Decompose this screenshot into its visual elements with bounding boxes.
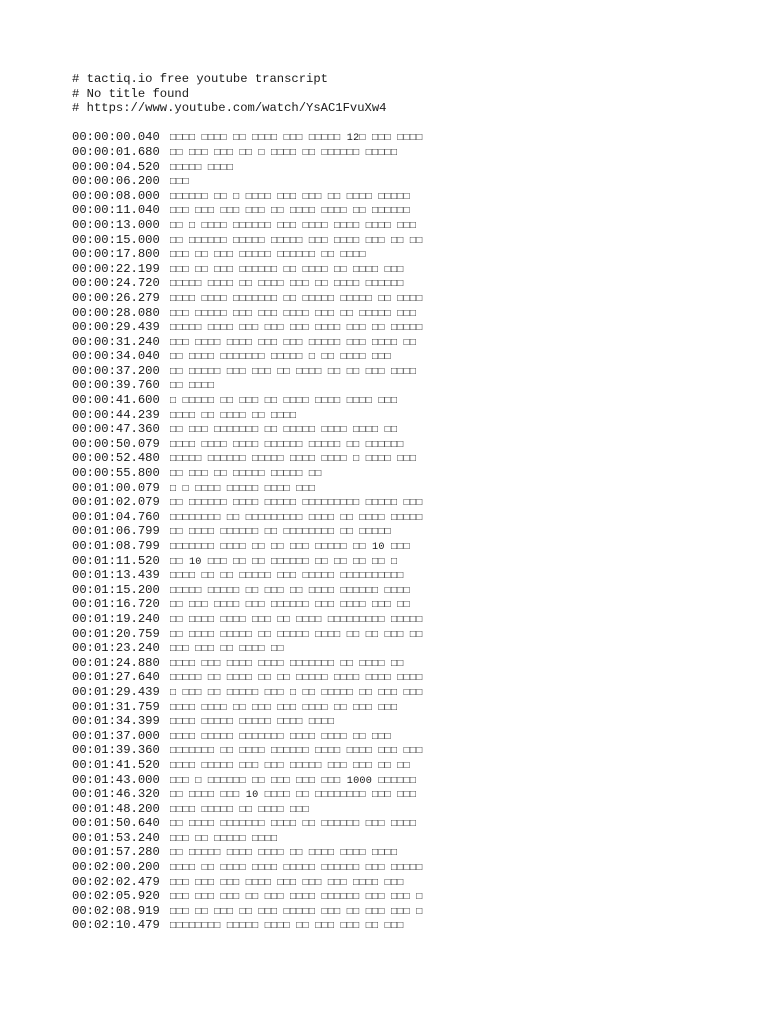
- caption-text: □□□□□□□ □□ □□□□ □□□□□□ □□□□ □□□□ □□□ □□□: [170, 746, 423, 758]
- timestamp: 00:01:50.640: [72, 816, 160, 831]
- caption-text: □□□ □□ □□□ □□ □□□ □□□□□ □□□ □□ □□□ □□□ □: [170, 906, 423, 918]
- transcript-line: [72, 291, 732, 306]
- timestamp: 00:01:16.720: [72, 597, 160, 612]
- caption-text: □□ □□□□□ □□□□ □□□□ □□ □□□□ □□□□ □□□□: [170, 848, 398, 860]
- transcript-line: [72, 466, 732, 481]
- transcript-line: [72, 627, 732, 642]
- transcript-line: [72, 787, 732, 802]
- caption-text: □□□□ □□ □□□□ □□□□ □□□□□ □□□□□□ □□□ □□□□□: [170, 863, 423, 875]
- timestamp: 00:00:44.239: [72, 407, 160, 422]
- timestamp: 00:00:24.720: [72, 276, 160, 291]
- caption-text: □□□□□□□□ □□□□□ □□□□ □□ □□□ □□□ □□ □□□: [170, 921, 404, 933]
- transcript-page: [72, 72, 732, 933]
- caption-text: □□□□□□ □□ □ □□□□ □□□ □□□ □□ □□□□ □□□□□: [170, 191, 410, 203]
- transcript-line: [72, 145, 732, 160]
- transcript-line: [72, 641, 732, 656]
- transcript-line: [72, 510, 732, 525]
- transcript-line: [72, 612, 732, 627]
- transcript-line: [72, 670, 732, 685]
- transcript-line: [72, 524, 732, 539]
- caption-text: □□□ □□□ □□□ □□ □□□ □□□□ □□□□□□ □□□ □□□ □: [170, 892, 423, 904]
- transcript-line: [72, 875, 732, 890]
- caption-text: □□□ □□□□□ □□□ □□□ □□□□ □□□ □□ □□□□□ □□□: [170, 308, 417, 320]
- timestamp: 00:01:41.520: [72, 757, 160, 772]
- transcript-line: [72, 481, 732, 496]
- header-url-line: # https://www.youtube.com/watch/YsAC1FvuXw4: [72, 101, 387, 116]
- caption-text: □□□□ □□□□ □□□□□□□ □□ □□□□□ □□□□□ □□ □□□□: [170, 293, 423, 305]
- timestamp: 00:00:13.000: [72, 217, 160, 232]
- timestamp: 00:00:50.079: [72, 436, 160, 451]
- caption-text: □□ □□□□ □□□ 10 □□□□ □□ □□□□□□□□ □□□ □□□: [170, 790, 417, 802]
- transcript-line: [72, 408, 732, 423]
- timestamp: 00:00:11.040: [72, 203, 160, 218]
- transcript-line: [72, 539, 732, 554]
- caption-text: □□ □□□□□□ □□□□ □□□□□ □□□□□□□□□ □□□□□ □□□: [170, 498, 423, 510]
- timestamp: 00:01:29.439: [72, 684, 160, 699]
- caption-text: □□ □ □□□□ □□□□□□ □□□ □□□□ □□□□ □□□□ □□□: [170, 220, 417, 232]
- caption-text: □□ □□□□□□ □□□□□ □□□□□ □□□ □□□□ □□□ □□ □□: [170, 235, 423, 247]
- timestamp: 00:00:00.040: [72, 130, 160, 145]
- timestamp: 00:01:24.880: [72, 655, 160, 670]
- header-spacer: [72, 116, 732, 131]
- transcript-line: [72, 495, 732, 510]
- transcript-line: [72, 554, 732, 569]
- header-title-line: # No title found: [72, 86, 190, 101]
- transcript-line: [72, 889, 732, 904]
- caption-text: □□□□□□□ □□□□ □□ □□ □□□ □□□□□ □□ 10 □□□: [170, 542, 410, 553]
- caption-text: □□□□ □□□ □□□□ □□□□ □□□□□□□ □□ □□□□ □□: [170, 658, 404, 670]
- transcript-line: [72, 174, 732, 189]
- caption-text: □□ □□□□ □□□□□□□ □□□□ □□ □□□□□□ □□□ □□□□: [170, 819, 417, 831]
- transcript-line: [72, 247, 732, 262]
- timestamp: 00:02:02.479: [72, 874, 160, 889]
- caption-text: □□ □□□ □□□□□□□ □□ □□□□□ □□□□ □□□□ □□: [170, 425, 398, 437]
- caption-text: □□ □□□ □□□ □□ □ □□□□ □□ □□□□□□ □□□□□: [170, 147, 398, 159]
- transcript-line: [72, 729, 732, 744]
- transcript-line: [72, 203, 732, 218]
- timestamp: 00:02:08.919: [72, 903, 160, 918]
- transcript-line: [72, 758, 732, 773]
- timestamp: 00:01:08.799: [72, 539, 160, 553]
- timestamp: 00:00:52.480: [72, 451, 160, 466]
- transcript-line: [72, 845, 732, 860]
- timestamp: 00:01:34.399: [72, 714, 160, 729]
- caption-text: □□ □□□□ □□□□□□□ □□□□□ □ □□ □□□□ □□□: [170, 352, 391, 364]
- caption-text: □□□□□ □□□□ □□ □□□□ □□□ □□ □□□□ □□□□□□: [170, 279, 404, 291]
- transcript-line: [72, 378, 732, 393]
- caption-text: □□ □□□□ □□□□□ □□ □□□□□ □□□□ □□ □□ □□□ □□: [170, 629, 423, 641]
- transcript-line: [72, 393, 732, 408]
- transcript-line: [72, 160, 732, 175]
- caption-text: □□□ □□□□ □□□□ □□□ □□□ □□□□□ □□□ □□□□ □□: [170, 337, 417, 349]
- caption-text: □□ 10 □□□ □□ □□ □□□□□□ □□ □□ □□ □□ □: [170, 556, 398, 568]
- timestamp: 00:01:20.759: [72, 626, 160, 641]
- caption-text: □ □□□ □□ □□□□□ □□□ □ □□ □□□□□ □□ □□□ □□□: [170, 687, 423, 699]
- timestamp: 00:00:55.800: [72, 466, 160, 481]
- transcript-line: [72, 831, 732, 846]
- caption-text: □□□□ □□□□□ □□□ □□□ □□□□□ □□□ □□□ □□ □□: [170, 760, 410, 772]
- caption-text: □□□ □□□ □□ □□□□ □□: [170, 644, 284, 656]
- transcript-line: [72, 656, 732, 671]
- timestamp: 00:00:22.199: [72, 261, 160, 276]
- timestamp: 00:02:00.200: [72, 860, 160, 875]
- timestamp: 00:00:15.000: [72, 232, 160, 247]
- caption-text: □□□□ □□□□□ □□ □□□□ □□□: [170, 804, 309, 816]
- caption-text: □□□□□ □□ □□□□ □□ □□ □□□□□ □□□□ □□□□ □□□□: [170, 673, 423, 685]
- timestamp: 00:00:17.800: [72, 247, 160, 262]
- timestamp: 00:01:53.240: [72, 830, 160, 845]
- caption-text: □□□ □□□ □□□ □□□ □□ □□□□ □□□□ □□ □□□□□□: [170, 206, 410, 218]
- timestamp: 00:01:46.320: [72, 787, 160, 802]
- timestamp: 00:00:37.200: [72, 363, 160, 378]
- timestamp: 00:00:04.520: [72, 159, 160, 174]
- transcript-line: [72, 802, 732, 817]
- timestamp: 00:00:41.600: [72, 393, 160, 408]
- transcript-line: [72, 773, 732, 788]
- timestamp: 00:01:04.760: [72, 509, 160, 524]
- transcript-line: [72, 918, 732, 933]
- caption-text: □□ □□□□: [170, 381, 215, 393]
- transcript-line: [72, 306, 732, 321]
- caption-text: □□□ □□□ □□□ □□□□ □□□ □□□ □□□ □□□□ □□□: [170, 877, 404, 889]
- timestamp: 00:01:31.759: [72, 699, 160, 714]
- transcript-line: [72, 233, 732, 248]
- transcript-line: [72, 700, 732, 715]
- transcript-line: [72, 189, 732, 204]
- transcript-line: [72, 904, 732, 919]
- caption-text: □□ □□□□□ □□□ □□□ □□ □□□□ □□ □□ □□□ □□□□: [170, 366, 417, 378]
- timestamp: 00:02:10.479: [72, 918, 160, 933]
- caption-text: □□□□□ □□□□□□ □□□□□ □□□□ □□□□ □ □□□□ □□□: [170, 454, 417, 466]
- timestamp: 00:01:00.079: [72, 480, 160, 495]
- caption-text: □□□□□ □□□□ □□□ □□□ □□□ □□□□ □□□ □□ □□□□□: [170, 323, 423, 335]
- caption-text: □□□□ □□□□ □□ □□□□ □□□ □□□□□ 12□ □□□ □□□□: [170, 133, 423, 145]
- timestamp: 00:01:11.520: [72, 553, 160, 568]
- transcript-line: [72, 860, 732, 875]
- timestamp: 00:01:23.240: [72, 641, 160, 656]
- transcript-line: [72, 714, 732, 729]
- transcript-line: [72, 262, 732, 277]
- timestamp: 00:00:06.200: [72, 174, 160, 189]
- transcript-line: [72, 335, 732, 350]
- transcript-line: [72, 583, 732, 598]
- timestamp: 00:00:08.000: [72, 188, 160, 203]
- transcript-line: [72, 422, 732, 437]
- caption-text: □□ □□□ □□ □□□□□ □□□□□ □□: [170, 469, 322, 481]
- timestamp: 00:01:39.360: [72, 743, 160, 758]
- transcript-line: [72, 276, 732, 291]
- timestamp: 00:00:26.279: [72, 290, 160, 305]
- timestamp: 00:00:29.439: [72, 320, 160, 335]
- caption-text: □□□□ □□□□□ □□□□□ □□□□ □□□□: [170, 717, 335, 729]
- caption-text: □□□: [170, 177, 189, 189]
- transcript-line: [72, 597, 732, 612]
- header-source-line: # tactiq.io free youtube transcript: [72, 72, 328, 86]
- caption-text: □□□□ □□□□□ □□□□□□□ □□□□ □□□□ □□ □□□: [170, 731, 391, 743]
- caption-text: □□□□ □□□□ □□□□ □□□□□□ □□□□□ □□ □□□□□□: [170, 439, 404, 451]
- caption-text: □□□ □□ □□□ □□□□□ □□□□□□ □□ □□□□: [170, 250, 366, 262]
- caption-text: □□□□ □□ □□□□ □□ □□□□: [170, 410, 297, 422]
- caption-text: □□ □□□ □□□□ □□□ □□□□□□ □□□ □□□□ □□□ □□: [170, 600, 410, 612]
- transcript-lines: [72, 130, 732, 933]
- timestamp: 00:01:15.200: [72, 582, 160, 597]
- caption-text: □□□□ □□□□ □□ □□□ □□□ □□□□ □□ □□□ □□□: [170, 702, 398, 714]
- transcript-line: [72, 130, 732, 145]
- transcript-line: [72, 685, 732, 700]
- timestamp: 00:01:57.280: [72, 845, 160, 860]
- caption-text: □□□□□ □□□□□ □□ □□□ □□ □□□□ □□□□□□ □□□□: [170, 585, 410, 597]
- caption-text: □□□ □□ □□□□□ □□□□: [170, 833, 278, 845]
- caption-text: □ □ □□□□ □□□□□ □□□□ □□□: [170, 483, 316, 495]
- caption-text: □□ □□□□ □□□□ □□□ □□ □□□□ □□□□□□□□□ □□□□□: [170, 614, 423, 626]
- caption-text: □□□ □ □□□□□□ □□ □□□ □□□ □□□ 1000 □□□□□□: [170, 775, 417, 787]
- timestamp: 00:01:27.640: [72, 670, 160, 685]
- timestamp: 00:01:06.799: [72, 524, 160, 539]
- transcript-line: [72, 816, 732, 831]
- timestamp: 00:01:37.000: [72, 728, 160, 743]
- timestamp: 00:01:43.000: [72, 772, 160, 787]
- caption-text: □□□□ □□ □□ □□□□□ □□□ □□□□□ □□□□□□□□□□: [170, 571, 404, 583]
- timestamp: 00:01:19.240: [72, 611, 160, 626]
- transcript-line: [72, 320, 732, 335]
- transcript-line: [72, 349, 732, 364]
- caption-text: □□□□□ □□□□: [170, 162, 234, 174]
- caption-text: □ □□□□□ □□ □□□ □□ □□□□ □□□□ □□□□ □□□: [170, 396, 398, 408]
- timestamp: 00:00:47.360: [72, 422, 160, 437]
- transcript-line: [72, 743, 732, 758]
- timestamp: 00:00:28.080: [72, 305, 160, 320]
- timestamp: 00:01:48.200: [72, 801, 160, 816]
- timestamp: 00:02:05.920: [72, 889, 160, 904]
- timestamp: 00:00:31.240: [72, 334, 160, 349]
- transcript-line: [72, 568, 732, 583]
- timestamp: 00:01:13.439: [72, 568, 160, 583]
- transcript-line: [72, 451, 732, 466]
- timestamp: 00:00:39.760: [72, 378, 160, 393]
- transcript-line: [72, 218, 732, 233]
- timestamp: 00:00:34.040: [72, 349, 160, 364]
- timestamp: 00:01:02.079: [72, 495, 160, 510]
- timestamp: 00:00:01.680: [72, 144, 160, 159]
- caption-text: □□□ □□ □□□ □□□□□□ □□ □□□□ □□ □□□□ □□□: [170, 264, 404, 276]
- transcript-line: [72, 364, 732, 379]
- transcript-line: [72, 437, 732, 452]
- caption-text: □□□□□□□□ □□ □□□□□□□□□ □□□□ □□ □□□□ □□□□□: [170, 512, 423, 524]
- caption-text: □□ □□□□ □□□□□□ □□ □□□□□□□□ □□ □□□□□: [170, 527, 391, 539]
